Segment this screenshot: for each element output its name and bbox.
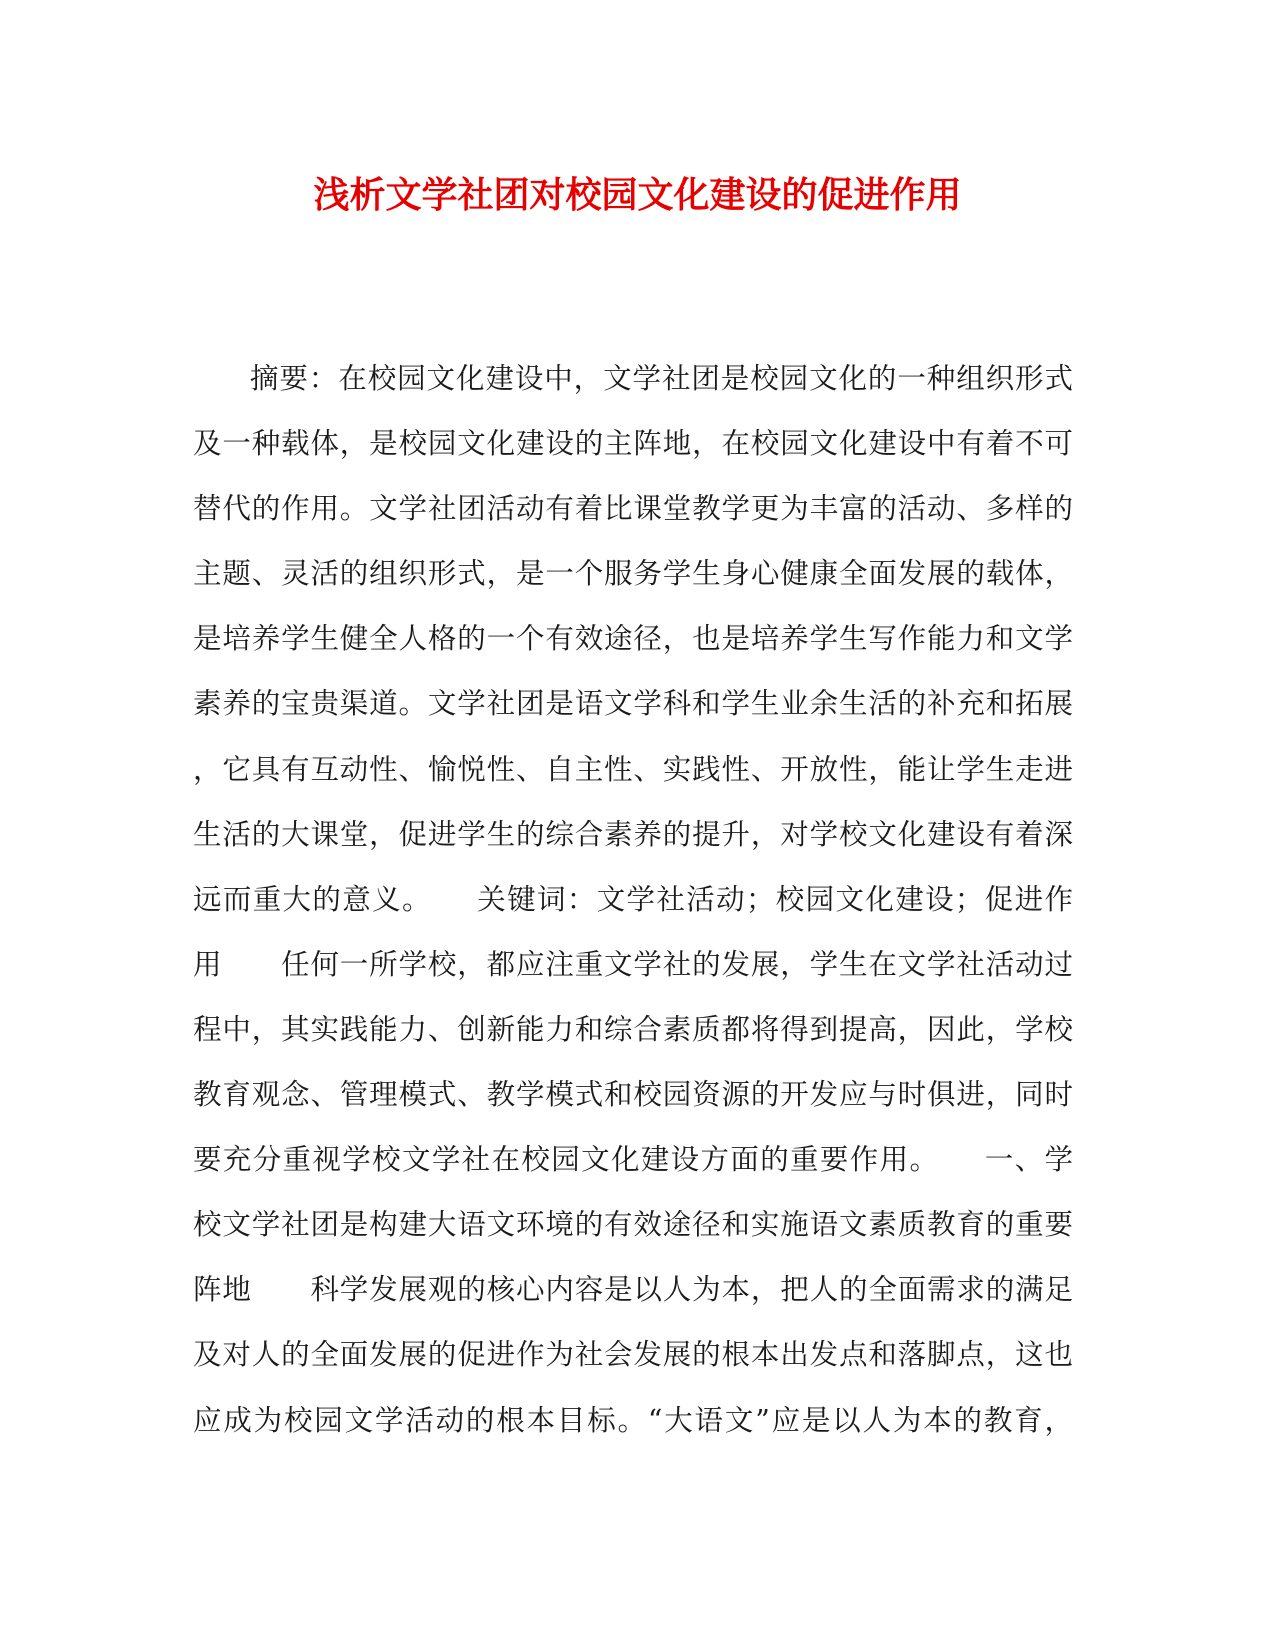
body-line: 校文学社团是构建大语文环境的有效途径和实施语文素质教育的重要 <box>193 1208 1073 1242</box>
body-line: 用 任何一所学校，都应注重文学社的发展，学生在文学社活动过 <box>193 947 1073 981</box>
body-line: 及一种载体，是校园文化建设的主阵地，在校园文化建设中有着不可 <box>193 427 1073 461</box>
body-line: 远而重大的意义。 关键词：文学社活动；校园文化建设；促进作 <box>193 882 1073 916</box>
body-line: 教育观念、管理模式、教学模式和校园资源的开发应与时俱进，同时 <box>193 1078 1073 1112</box>
body-line: 阵地 科学发展观的核心内容是以人为本，把人的全面需求的满足 <box>193 1273 1073 1307</box>
body-line: ，它具有互动性、愉悦性、自主性、实践性、开放性，能让学生走进 <box>193 752 1073 786</box>
body-line: 素养的宝贵渠道。文学社团是语文学科和学生业余生活的补充和拓展 <box>193 687 1073 721</box>
body-line: 应成为校园文学活动的根本目标。“大语文”应是以人为本的教育， <box>193 1403 1073 1437</box>
body-line: 主题、灵活的组织形式，是一个服务学生身心健康全面发展的载体， <box>193 557 1073 591</box>
body-line: 要充分重视学校文学社在校园文化建设方面的重要作用。 一、学 <box>193 1143 1073 1177</box>
body-line: 程中，其实践能力、创新能力和综合素质都将得到提高，因此，学校 <box>193 1012 1073 1046</box>
document-body <box>193 346 1073 1453</box>
body-line: 摘要：在校园文化建设中，文学社团是校园文化的一种组织形式 <box>250 362 1073 395</box>
body-line: 生活的大课堂，促进学生的综合素养的提升，对学校文化建设有着深 <box>193 817 1073 851</box>
body-line: 是培养学生健全人格的一个有效途径，也是培养学生写作能力和文学 <box>193 622 1073 656</box>
body-line: 替代的作用。文学社团活动有着比课堂教学更为丰富的活动、多样的 <box>193 492 1073 526</box>
document-title: 浅析文学社团对校园文化建设的促进作用 <box>313 174 962 216</box>
body-line: 及对人的全面发展的促进作为社会发展的根本出发点和落脚点，这也 <box>193 1338 1073 1372</box>
